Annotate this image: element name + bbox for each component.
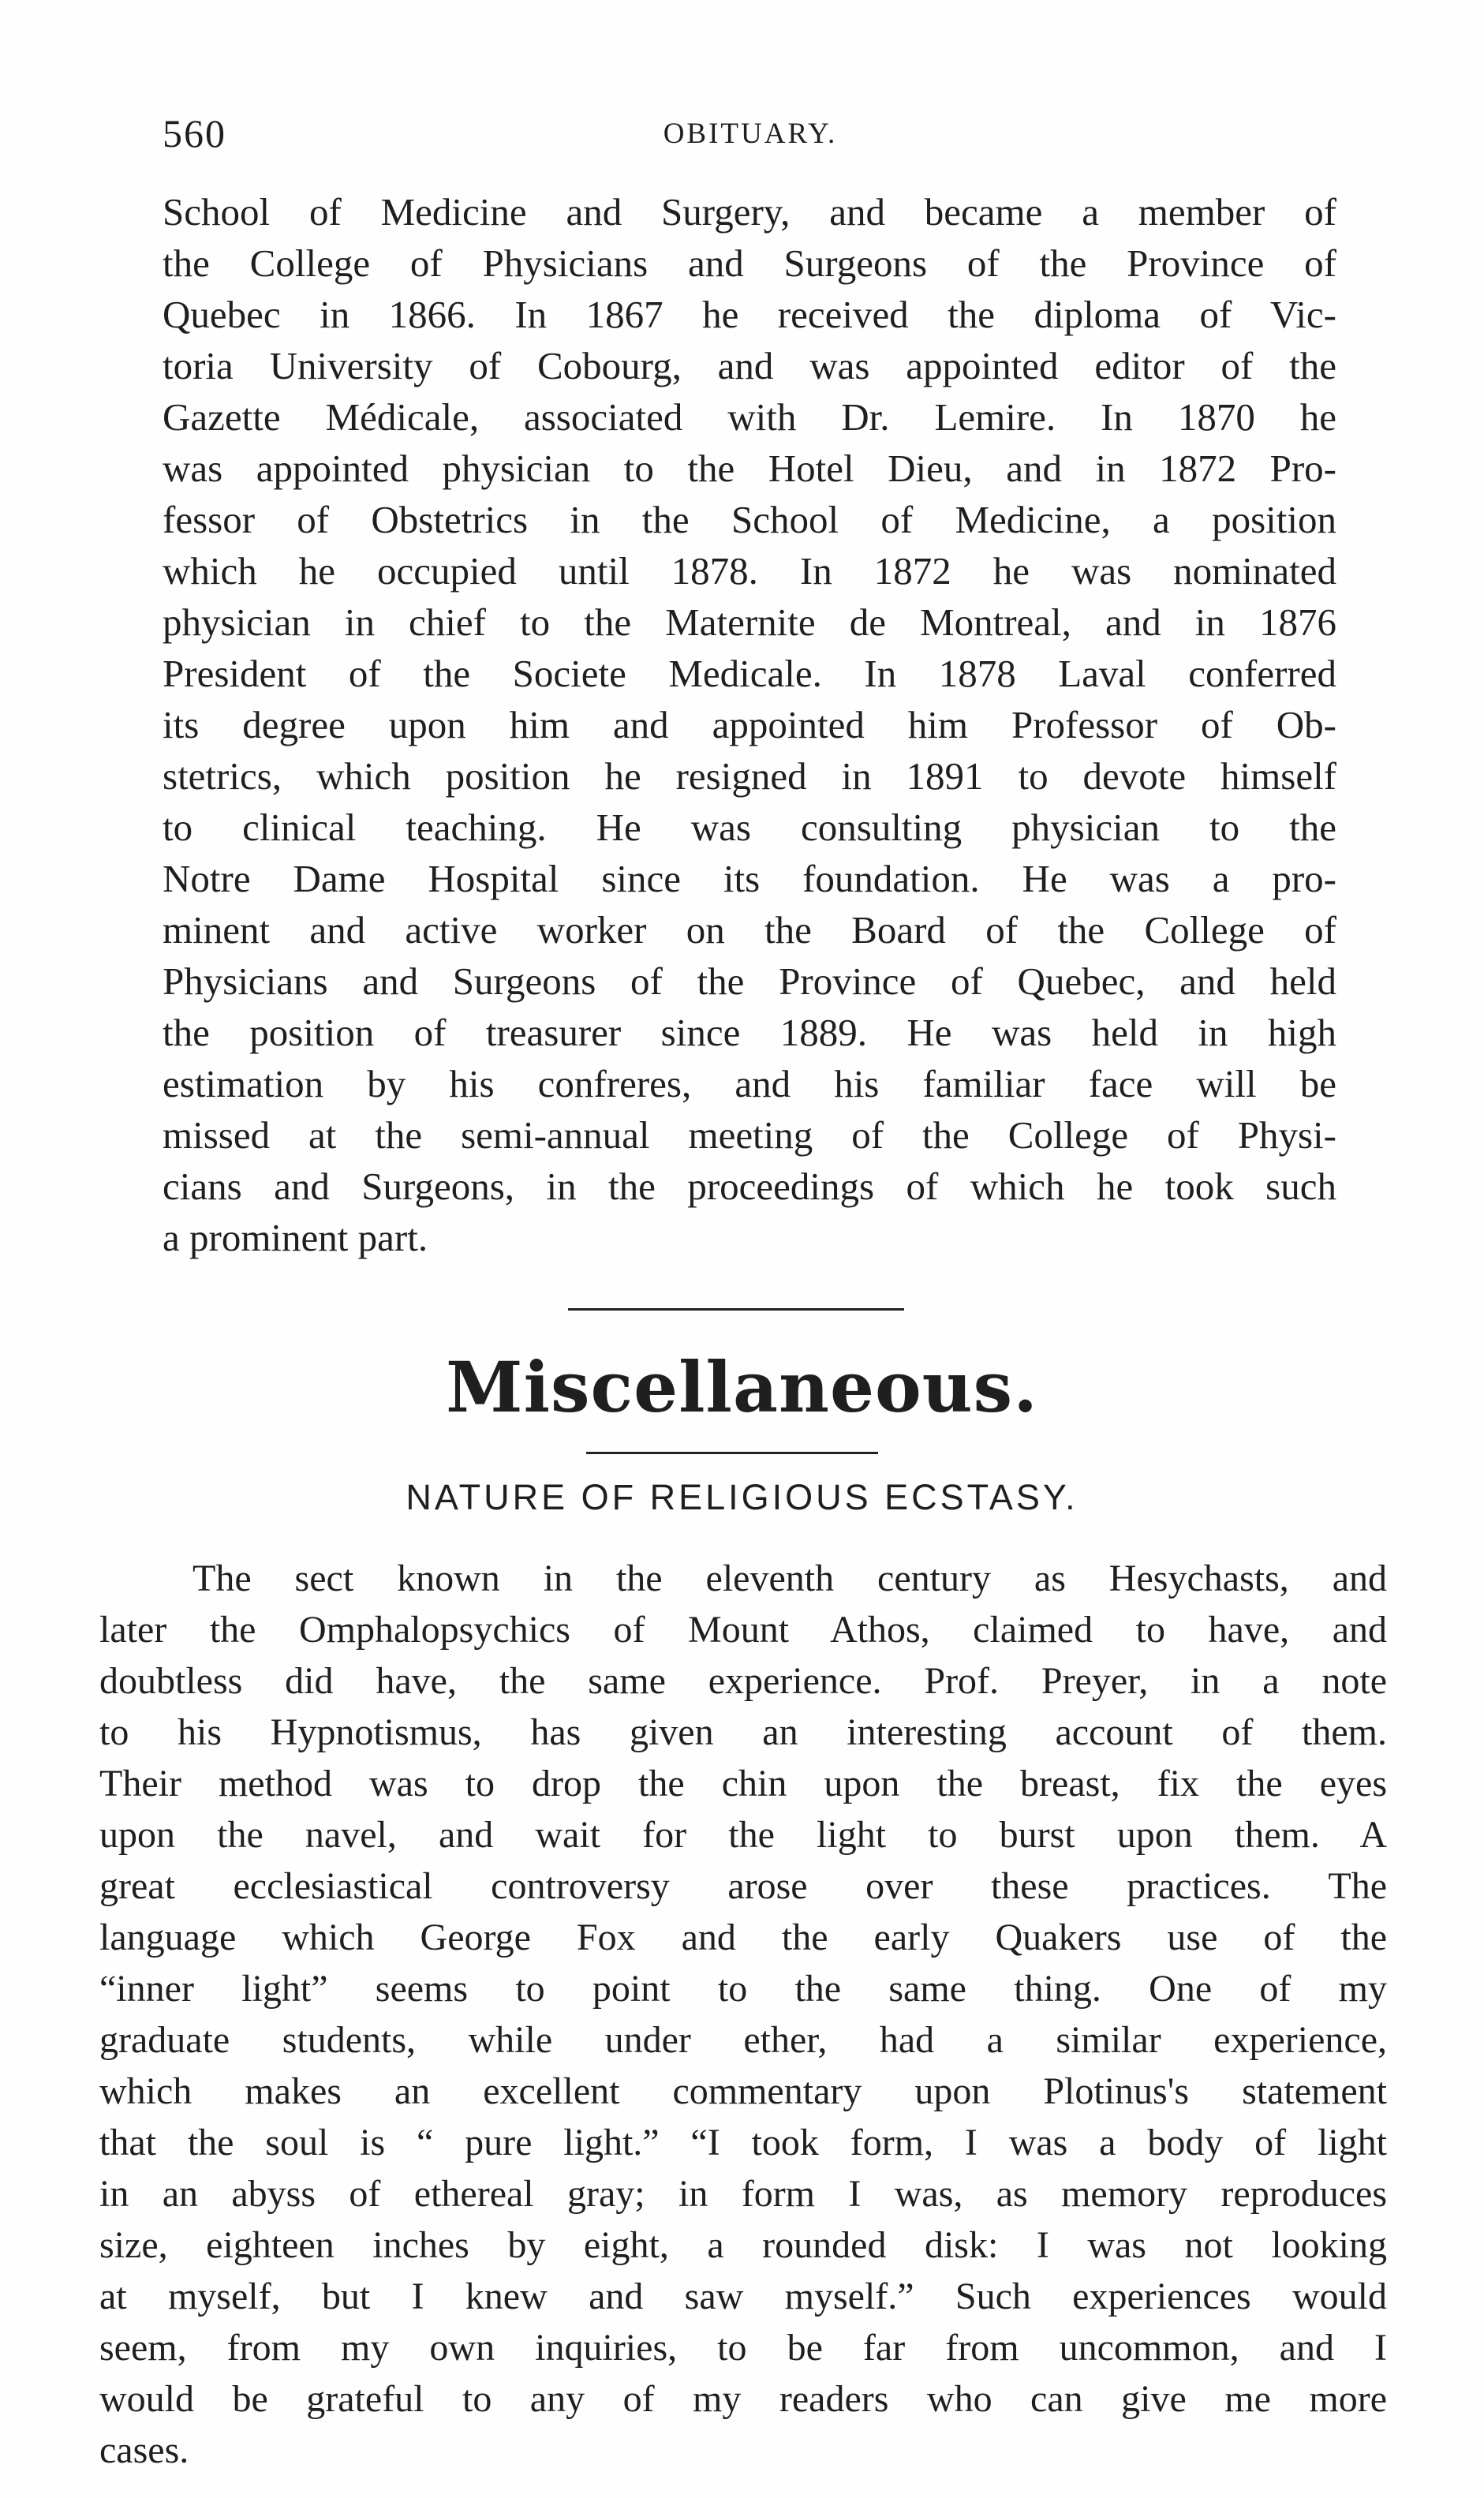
text-line: to clinical teaching. He was consulting physician to the (163, 806, 1336, 849)
text-line: missed at the semi-annual meeting of the College of Physi- (163, 1113, 1336, 1157)
text-line: cases. (99, 2429, 189, 2471)
text-line: which he occupied until 1878. In 1872 he was nominated (163, 549, 1336, 593)
text-line: at myself, but I knew and saw myself.” Such experiences would (99, 2275, 1387, 2317)
text-line: the position of treasurer since 1889. He was held in high (163, 1011, 1336, 1054)
running-title: OBITUARY. (663, 118, 838, 150)
text-line: its degree upon him and appointed him Professor of Ob- (163, 703, 1336, 746)
text-line: physician in chief to the Maternite de Montreal, and in 1876 (163, 600, 1336, 644)
divider-rule (586, 1452, 878, 1454)
article-paragraph (99, 1553, 1387, 2476)
text-line: Physicians and Surgeons of the Province of Quebec, and held (163, 959, 1336, 1003)
text-line: later the Omphalopsychics of Mount Athos, claimed to have, and (99, 1609, 1387, 1651)
text-line: a prominent part. (163, 1216, 428, 1259)
text-line: The sect known in the eleventh century as Hesychasts, and (193, 1558, 1387, 1599)
text-line: School of Medicine and Surgery, and became a member of (163, 190, 1336, 234)
text-line: great ecclesiastical controversy arose over these practices. The (99, 1865, 1387, 1907)
text-line: that the soul is “ pure light.” “I took form, I was a body of light (99, 2122, 1387, 2163)
obituary-paragraph (163, 186, 1336, 1263)
text-line: cians and Surgeons, in the proceedings of which he took such (163, 1165, 1336, 1208)
text-line: language which George Fox and the early Quakers use of the (99, 1917, 1387, 1958)
text-line: toria University of Cobourg, and was appointed editor of the (163, 344, 1336, 387)
text-line: upon the navel, and wait for the light to burst upon them. A (99, 1814, 1387, 1856)
text-line: to his Hypnotismus, has given an interesting account of them. (99, 1711, 1387, 1753)
text-line: “inner light” seems to point to the same thing. One of my (99, 1968, 1387, 2010)
divider-rule (568, 1308, 904, 1311)
text-line: Their method was to drop the chin upon the breast, fix the eyes (99, 1763, 1387, 1804)
text-line: was appointed physician to the Hotel Dieu, and in 1872 Pro- (163, 447, 1336, 490)
section-heading: Miscellaneous. (446, 1346, 1038, 1428)
text-line: stetrics, which position he resigned in 1891 to devote himself (163, 754, 1336, 798)
text-line: estimation by his confreres, and his familiar face will be (163, 1062, 1336, 1105)
text-line: size, eighteen inches by eight, a rounded disk: I was not looking (99, 2224, 1387, 2266)
text-line: graduate students, while under ether, had a similar experience, (99, 2019, 1387, 2061)
text-line: seem, from my own inquiries, to be far from uncommon, and I (99, 2327, 1387, 2369)
text-line: Notre Dame Hospital since its foundation. He was a pro- (163, 857, 1336, 900)
text-line: would be grateful to any of my readers who can give me more (99, 2378, 1387, 2420)
text-line: minent and active worker on the Board of the College of (163, 908, 1336, 952)
text-line: in an abyss of ethereal gray; in form I was, as memory reproduces (99, 2173, 1387, 2215)
text-line: fessor of Obstetrics in the School of Medicine, a position (163, 498, 1336, 541)
running-head (163, 110, 1338, 158)
article-heading: NATURE OF RELIGIOUS ECSTASY. (406, 1477, 1078, 1517)
text-line: which makes an excellent commentary upon Plotinus's statement (99, 2070, 1387, 2112)
text-line: Quebec in 1866. In 1867 he received the diploma of Vic- (163, 293, 1336, 336)
text-line: Gazette Médicale, associated with Dr. Lemire. In 1870 he (163, 395, 1336, 439)
text-line: the College of Physicians and Surgeons of the Province of (163, 241, 1336, 285)
page-number: 560 (163, 111, 226, 155)
text-line: doubtless did have, the same experience. Prof. Preyer, in a note (99, 1660, 1387, 1702)
text-line: President of the Societe Medicale. In 1878 Laval conferred (163, 652, 1336, 695)
